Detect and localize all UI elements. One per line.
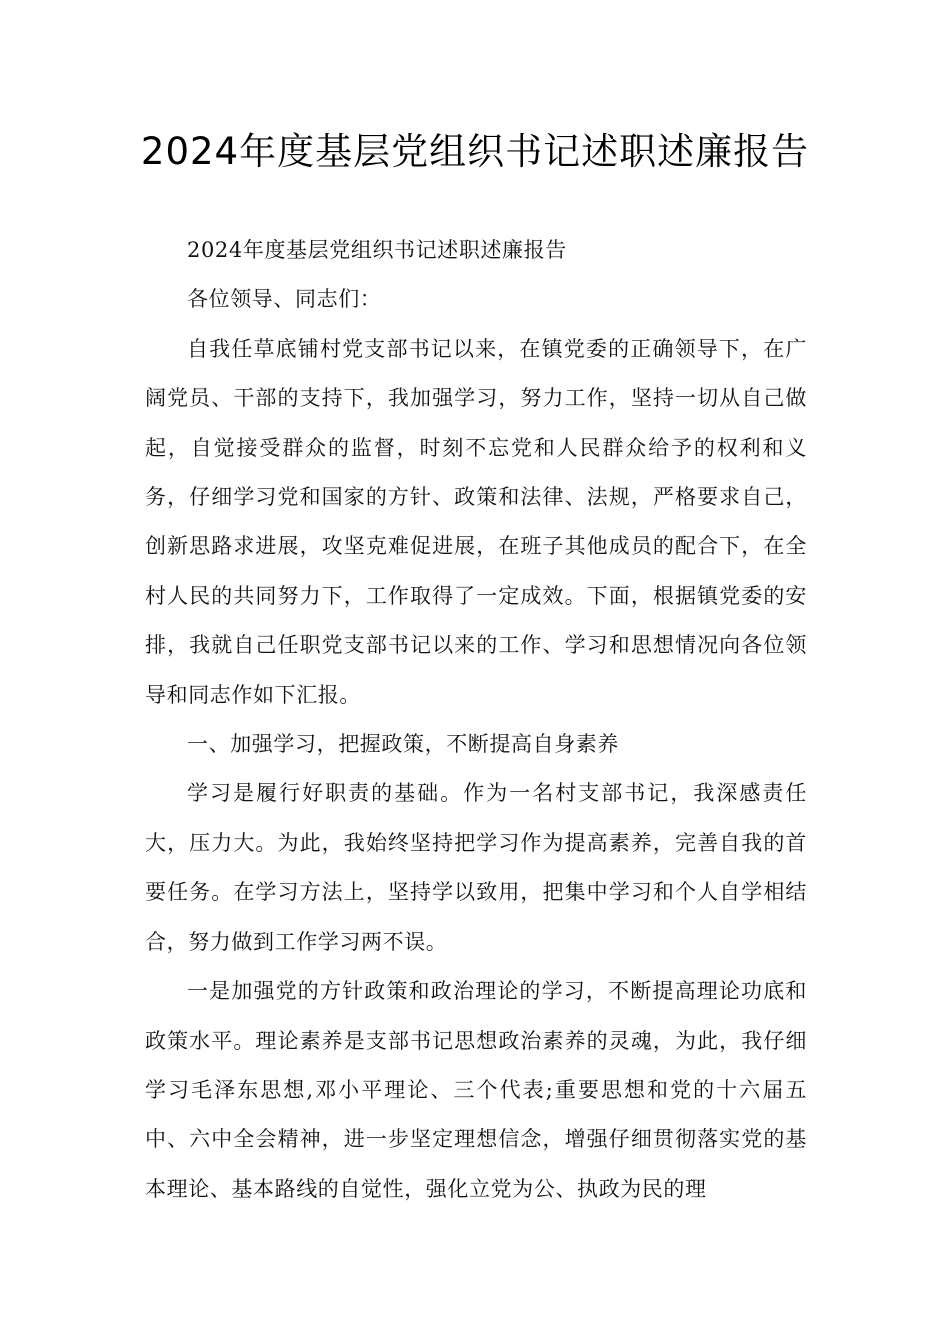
body-paragraph-study: 学习是履行好职责的基础。作为一名村支部书记，我深感责任大，压力大。为此，我始终坚持把学习作为提高素养，完善自我的首要任务。在学习方法上，坚持学以致用，把集中学习和个人自学相结合，努力做到工作学习两不误。 bbox=[145, 781, 807, 954]
body-paragraph-intro: 自我任草底铺村党支部书记以来，在镇党委的正确领导下，在广阔党员、干部的支持下，我加强学习，努力工作，坚持一切从自己做起，自觉接受群众的监督，时刻不忘党和人民群众给予的权利和义务，仔细学习党和国家的方针、政策和法律、法规，严格要求自己，创新思路求进展，攻坚克难促进展，在班子其他成员的配合下，在全村人民的共同努力下，工作取得了一定成效。下面，根据镇党委的安排，我就自己任职党支部书记以来的工作、学习和思想情况向各位领导和同志作如下汇报。 bbox=[145, 336, 807, 707]
document-body bbox=[145, 226, 807, 1214]
body-paragraph-theory: 一是加强党的方针政策和政治理论的学习，不断提高理论功底和政策水平。理论素养是支部书记思想政治素养的灵魂，为此，我仔细学习毛泽东思想,邓小平理论、三个代表;重要思想和党的十六届五中、六中全会精神，进一步坚定理想信念，增强仔细贯彻落实党的基本理论、基本路线的自觉性，强化立党为公、执政为民的理 bbox=[145, 979, 807, 1201]
body-paragraph-subtitle: 2024年度基层党组织书记述职述廉报告 bbox=[187, 238, 567, 262]
document-title: 2024年度基层党组织书记述职述廉报告 bbox=[140, 130, 810, 173]
section-heading-1: 一、加强学习，把握政策，不断提高自身素养 bbox=[187, 732, 619, 757]
body-paragraph-salutation: 各位领导、同志们： bbox=[187, 287, 382, 312]
